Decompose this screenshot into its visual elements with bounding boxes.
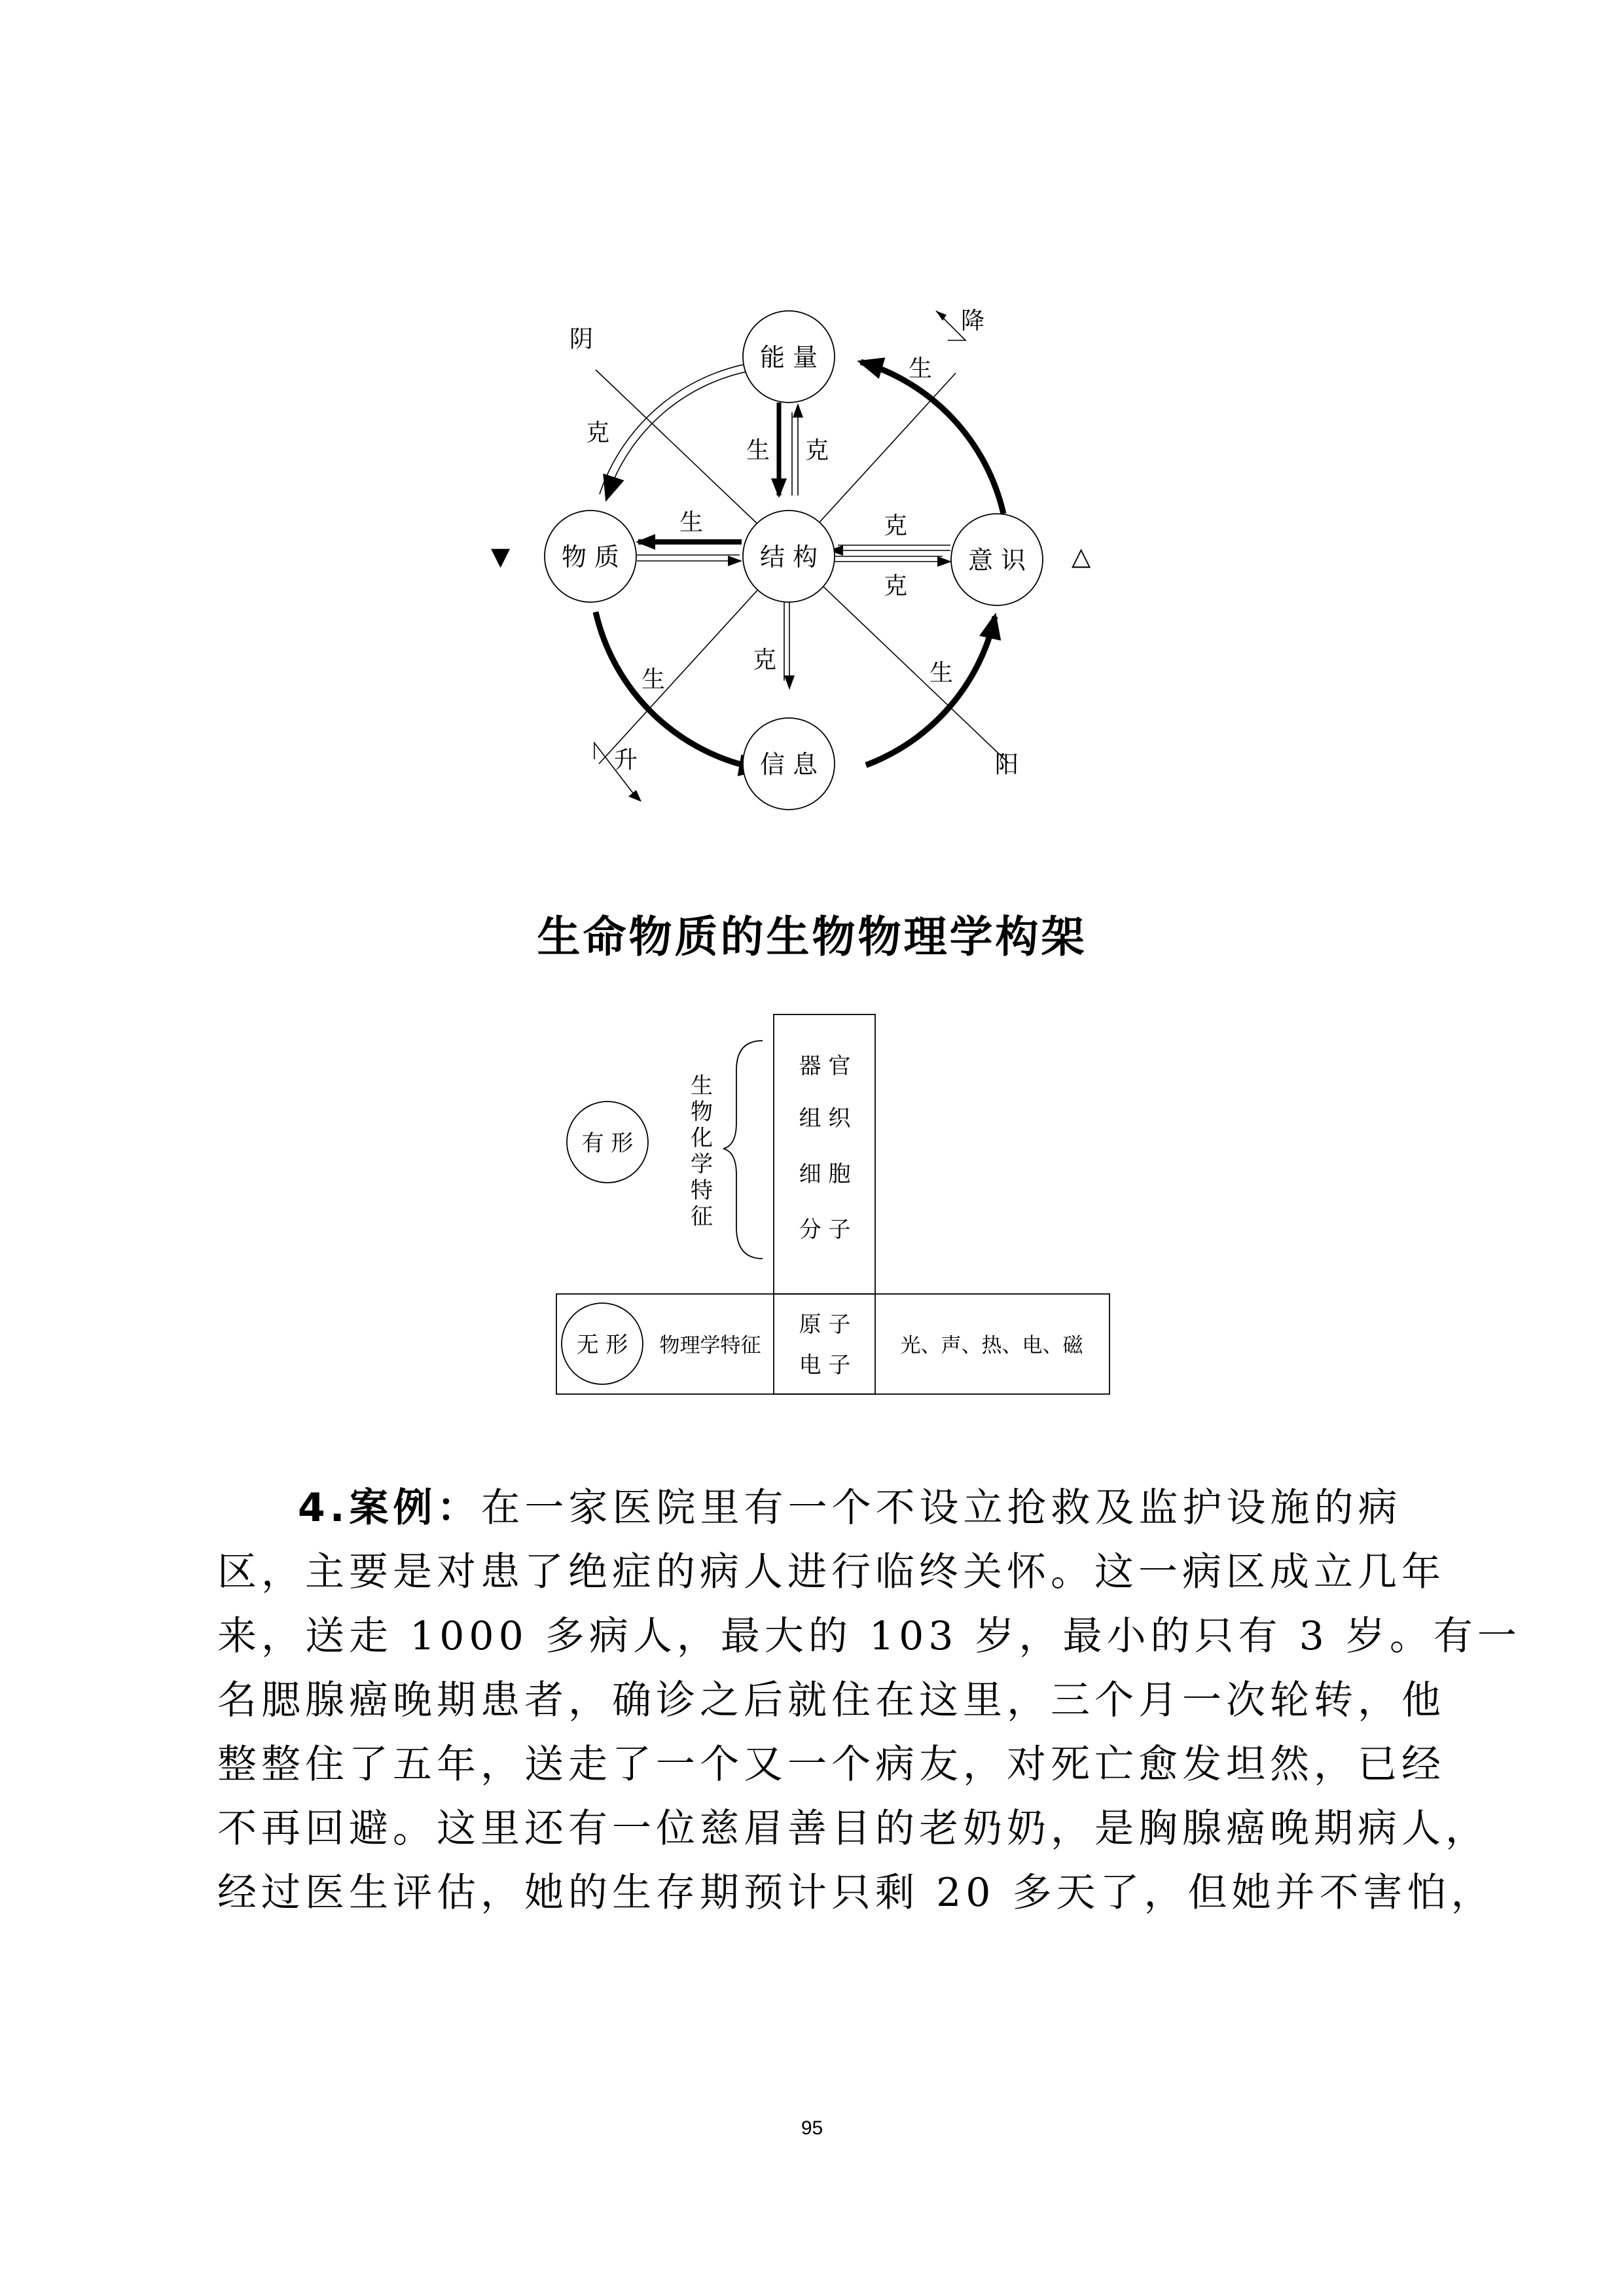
label-yin: 阴 (569, 326, 594, 353)
svg-text:能 量: 能 量 (759, 343, 818, 372)
label-ke-structure-energy: 克 (805, 437, 829, 464)
physical-feature-label: 物理学特征 (659, 1334, 761, 1357)
svg-text:电 子: 电 子 (799, 1352, 851, 1378)
svg-text:器 官: 器 官 (799, 1053, 851, 1079)
paragraph-line-7: 经过医生评估，她的生存期预计只剩 20 多天了，但她并不害怕， (217, 1870, 1495, 1916)
svg-text:原 子: 原 子 (799, 1312, 851, 1338)
svg-text:结 构: 结 构 (759, 543, 818, 571)
svg-text:学: 学 (691, 1151, 713, 1177)
paragraph-line-1-text: 在一家医院里有一个不设立抢救及监护设施的病 (480, 1485, 1402, 1531)
svg-text:分 子: 分 子 (799, 1217, 851, 1243)
svg-text:特: 特 (691, 1177, 713, 1204)
node-energy (743, 311, 835, 403)
svg-text:征: 征 (691, 1204, 713, 1230)
tangible-intangible-diagram (537, 1011, 1113, 1404)
life-matter-framework-diagram (484, 298, 1139, 834)
tangible-items (799, 1053, 852, 1243)
svg-text:化: 化 (691, 1125, 713, 1151)
ke-arc-energy-to-matter (600, 361, 763, 494)
label-ke-structure-consciousness: 克 (884, 573, 908, 600)
energy-forms: 光、声、热、电、磁 (900, 1334, 1083, 1357)
svg-text:物 质: 物 质 (561, 543, 620, 571)
paragraph-line-6: 不再回避。这里还有一位慈眉善目的老奶奶，是胸腺癌晚期病人， (217, 1806, 1489, 1852)
diagram-caption: 生命物质的生物物理学构架 (537, 912, 1087, 962)
sheng-arc-consciousness-to-energy (861, 362, 1003, 514)
svg-text:意 识: 意 识 (967, 546, 1026, 575)
node-structure (743, 511, 835, 602)
sheng-arc-information-to-consciousness (866, 617, 995, 765)
paragraph-line-1 (298, 1476, 1502, 1540)
label-ke-arc: 克 (586, 420, 610, 446)
tangible-node (567, 1102, 648, 1183)
svg-text:组 织: 组 织 (799, 1105, 851, 1132)
node-consciousness (951, 514, 1043, 605)
label-sheng-bottom-right: 生 (929, 660, 954, 687)
label-ke-structure-information: 克 (753, 647, 777, 673)
intangible-items (799, 1312, 851, 1378)
svg-text:细 胞: 细 胞 (799, 1161, 851, 1187)
svg-text:有 形: 有 形 (581, 1130, 634, 1157)
label-sheng-structure-matter: 生 (679, 509, 704, 536)
label-sheng-bottom-left: 生 (641, 666, 666, 693)
case-heading: 4.案例： (298, 1485, 481, 1531)
label-ascend: 升 (614, 747, 638, 774)
svg-text:生: 生 (691, 1073, 713, 1099)
paragraph-line-4: 名腮腺癌晚期患者，确诊之后就住在这里，三个月一次轮转，他 (217, 1677, 1445, 1723)
paragraph-line-5: 整整住了五年，送走了一个又一个病友，对死亡愈发坦然，已经 (217, 1742, 1445, 1787)
label-sheng-top-right: 生 (909, 355, 933, 382)
label-ke-consciousness-structure: 克 (884, 512, 908, 539)
svg-text:信 息: 信 息 (759, 750, 818, 779)
svg-text:物: 物 (691, 1099, 713, 1125)
right-triangle-marker: △ (1072, 542, 1091, 571)
label-descend: 降 (961, 308, 985, 334)
biochemical-feature-label (691, 1073, 713, 1230)
intangible-node (562, 1303, 643, 1384)
paragraph-line-2: 区，主要是对患了绝症的病人进行临终关怀。这一病区成立几年 (217, 1549, 1445, 1595)
page-number: 95 (801, 2117, 823, 2139)
node-matter (545, 511, 636, 602)
left-triangle-marker: ▼ (491, 542, 511, 571)
label-yang: 阳 (995, 751, 1019, 778)
paragraph-line-3: 来，送走 1000 多病人，最大的 103 岁，最小的只有 3 岁。有一 (217, 1613, 1521, 1659)
label-sheng-energy-structure: 生 (746, 437, 770, 464)
curly-brace (723, 1041, 763, 1259)
svg-text:无 形: 无 形 (576, 1332, 628, 1358)
sheng-arc-matter-to-information (596, 612, 761, 769)
node-information (743, 718, 835, 810)
